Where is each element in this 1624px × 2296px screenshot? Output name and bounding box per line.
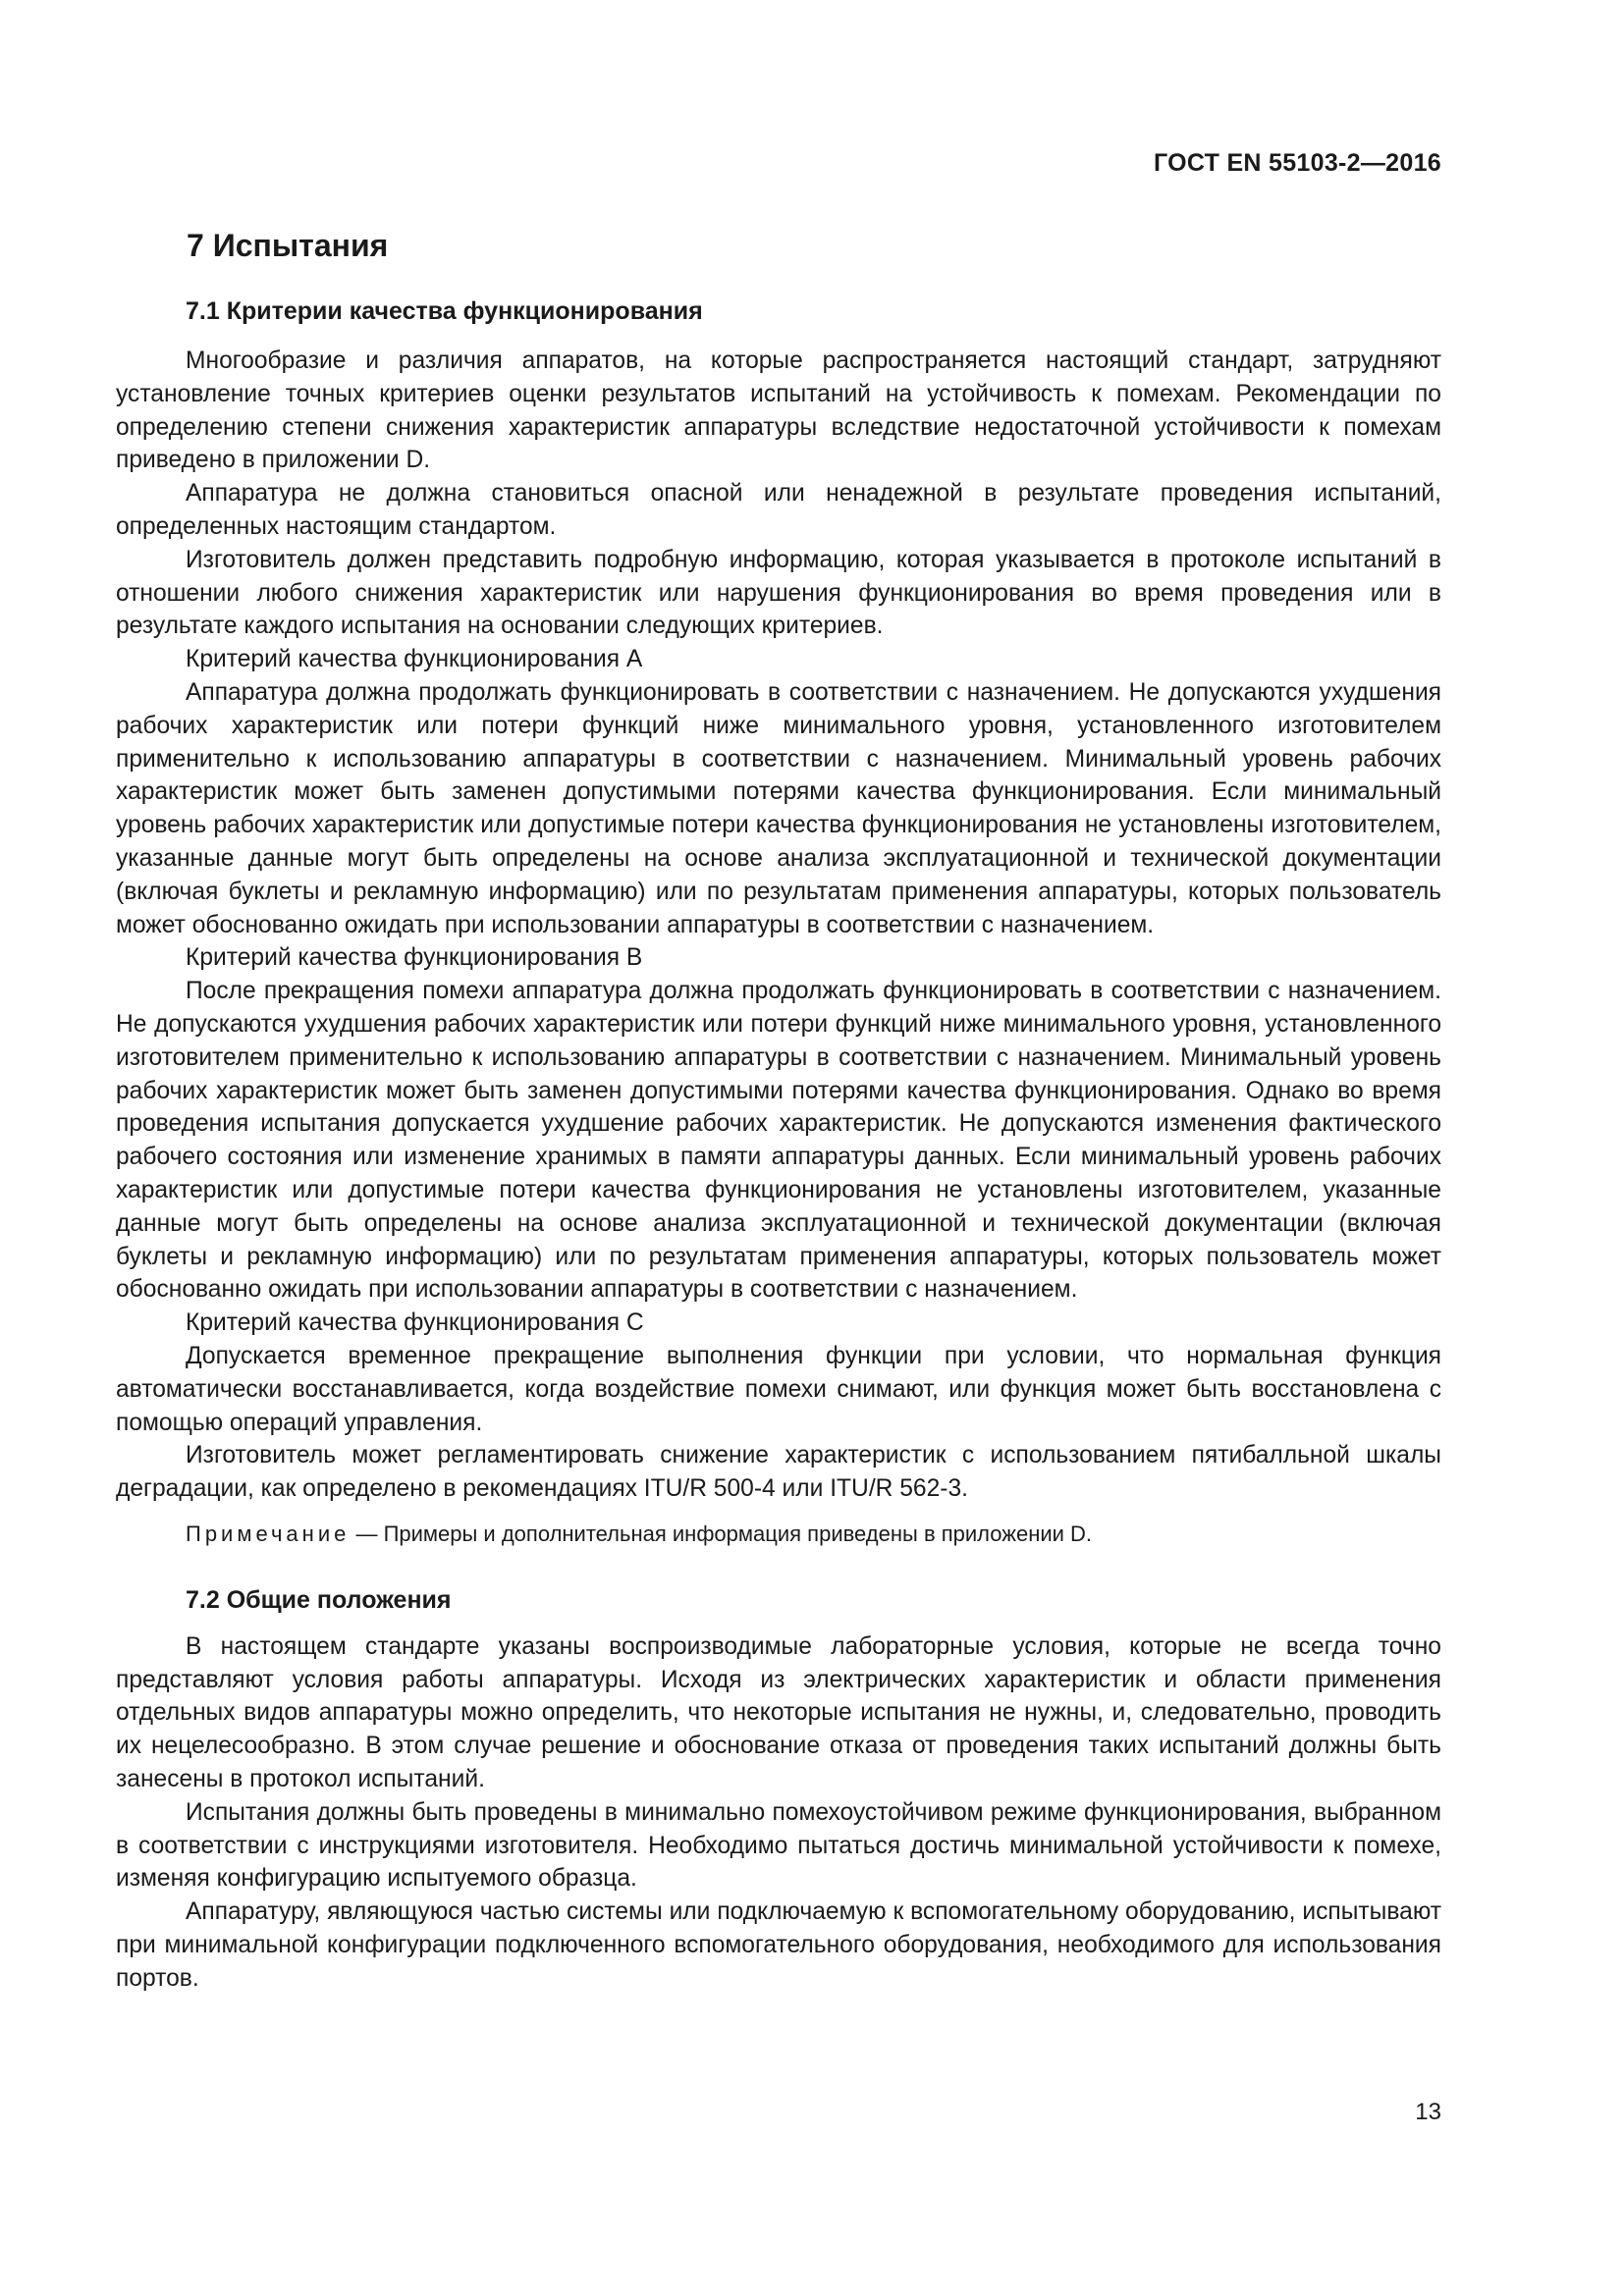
paragraph: Изготовитель должен представить подробную информацию, которая указывается в протоколе испытаний в отношении любого снижения характеристик или нарушения функционирования во время проведения или в результате каждого испытания на основании следующих критериев.	[116, 546, 1441, 640]
paragraph: Многообразие и различия аппаратов, на которые распространяется настоящий стандарт, затрудняют установление точных критериев оценки результатов испытаний на устойчивость к помехам. Рекомендации по определению степени снижения характеристик аппаратуры вследствие недостаточной устойчивости к помехам приведено в приложении D.	[116, 347, 1441, 474]
criterion-c-text: Допускается временное прекращение выполнения функции при условии, что нормальная функция автоматически восстанавливается, когда воздействие помехи снимают, или функция может быть восстановлена с помощью операций управления.	[116, 1342, 1441, 1436]
paragraph: Изготовитель может регламентировать снижение характеристик с использованием пятибалльной шкалы деградации, как определено в рекомендациях ITU/R 500-4 или ITU/R 562-3.	[116, 1442, 1441, 1503]
page-content	[116, 294, 1441, 1996]
section-title: 7 Испытания	[187, 228, 389, 263]
criterion-b-text: После прекращения помехи аппаратура должна продолжать функционировать в соответствии с назначением. Не допускаются ухудшения рабочих характеристик или потери функций ниже минимального уровня, установленного изготовителем применительно к использованию аппаратуры в соответствии с назначением. Минимальный уровень рабочих характеристик может быть заменен допустимыми потерями качества функционирования. Однако во время проведения испытания допускается ухудшение рабочих характеристик. Не допускаются изменения фактического рабочего состояния или изменение хранимых в памяти аппаратуры данных. Если минимальный уровень рабочих характеристик или допустимые потери качества функционирования не установлены изготовителем, указанные данные могут быть определены на основе анализа эксплуатационной и технической документации (включая буклеты и рекламную информацию) или по результатам применения аппаратуры, которых пользователь может обоснованно ожидать при использовании аппаратуры в соответствии с назначением.	[116, 978, 1441, 1304]
note-label: Примечание	[186, 1521, 351, 1546]
note	[116, 1520, 1441, 1549]
note-text: — Примеры и дополнительная информация приведены в приложении D.	[350, 1521, 1093, 1546]
subsection-7-2-title: 7.2 Общие положения	[186, 1585, 452, 1614]
paragraph: Аппаратура не должна становиться опасной или ненадежной в результате проведения испытаний, определенных настоящим стандартом.	[116, 480, 1441, 540]
document-code: ГОСТ EN 55103-2—2016	[1154, 149, 1441, 177]
paragraph: Испытания должны быть проведены в минимально помехоустойчивом режиме функционирования, выбранном в соответствии с инструкциями изготовителя. Необходимо пытаться достичь минимальной устойчивости к помехе, изменяя конфигурацию испытуемого образца.	[116, 1798, 1441, 1893]
document-page	[116, 0, 1441, 2296]
paragraph: Аппаратуру, являющуюся частью системы или подключаемую к вспомогательному оборудованию, испытывают при минимальной конфигурации подключенного вспомогательного оборудования, необходимого для использования портов.	[116, 1898, 1441, 1992]
criterion-a-heading: Критерий качества функционирования А	[186, 646, 643, 673]
subsection-7-1-title: 7.1 Критерии качества функционирования	[186, 297, 703, 325]
criterion-b-heading: Критерий качества функционирования В	[186, 944, 643, 972]
criterion-c-heading: Критерий качества функционирования С	[186, 1309, 644, 1337]
paragraph: В настоящем стандарте указаны воспроизводимые лабораторные условия, которые не всегда точно представляют условия работы аппаратуры. Исходя из электрических характеристик и области применения отдельных видов аппаратуры можно определить, что некоторые испытания не нужны, и, следовательно, проводить их нецелесообразно. В этом случае решение и обоснование отказа от проведения таких испытаний должны быть занесены в протокол испытаний.	[116, 1632, 1441, 1793]
page-number: 13	[1415, 2099, 1441, 2125]
criterion-a-text: Аппаратура должна продолжать функционировать в соответствии с назначением. Не допускаются ухудшения рабочих характеристик или потери функций ниже минимального уровня, установленного изготовителем применительно к использованию аппаратуры в соответствии с назначением. Минимальный уровень рабочих характеристик может быть заменен допустимыми потерями качества функционирования. Если минимальный уровень рабочих характеристик или допустимые потери качества функционирования не установлены изготовителем, указанные данные могут быть определены на основе анализа эксплуатационной и технической документации (включая буклеты и рекламную информацию) или по результатам применения аппаратуры, которых пользователь может обоснованно ожидать при использовании аппаратуры в соответствии с назначением.	[116, 678, 1441, 938]
